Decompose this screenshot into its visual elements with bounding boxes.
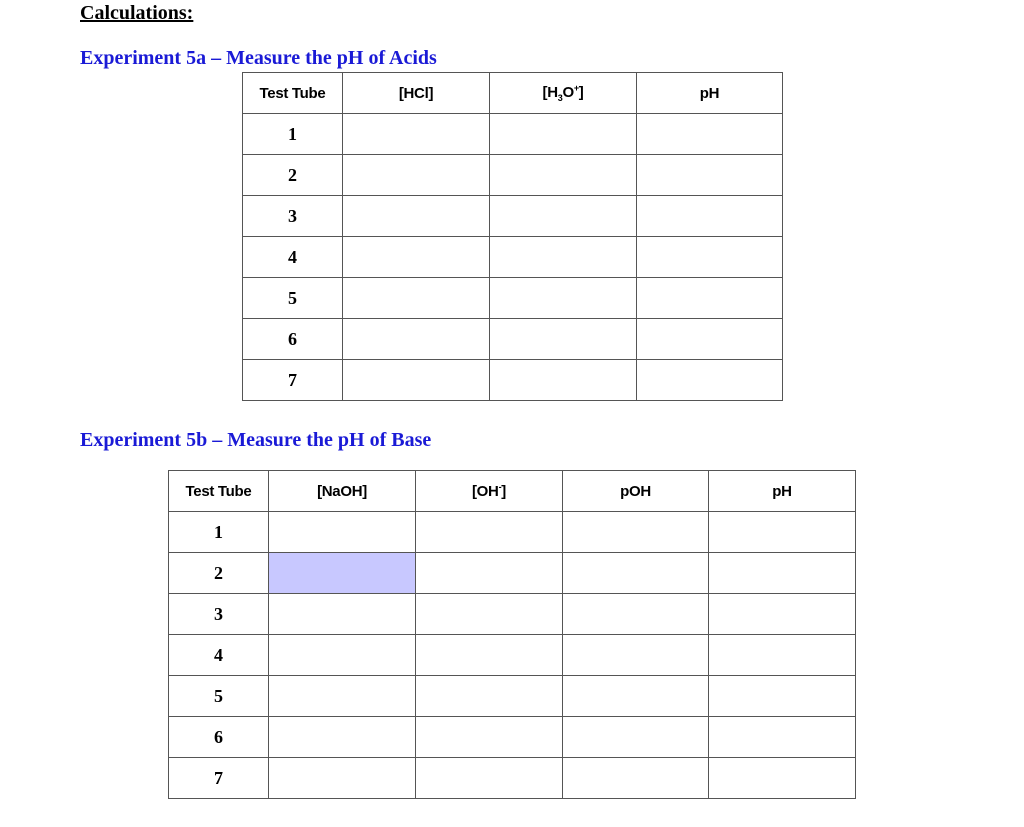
- header-ph: pH: [709, 471, 856, 512]
- header-hcl: [HCl]: [343, 73, 490, 114]
- cell-ph[interactable]: [637, 237, 783, 278]
- page-heading: Calculations:: [80, 2, 194, 24]
- cell-naoh[interactable]: [269, 717, 416, 758]
- table-row: [243, 237, 783, 278]
- cell-poh[interactable]: [563, 512, 709, 553]
- tube-number: 1: [243, 114, 343, 155]
- cell-ph[interactable]: [709, 512, 856, 553]
- table-row: [169, 553, 856, 594]
- cell-oh[interactable]: [416, 553, 563, 594]
- cell-hcl[interactable]: [343, 319, 490, 360]
- cell-naoh[interactable]: [269, 594, 416, 635]
- cell-ph[interactable]: [709, 717, 856, 758]
- cell-oh[interactable]: [416, 717, 563, 758]
- tube-number: 1: [169, 512, 269, 553]
- cell-ph[interactable]: [709, 758, 856, 799]
- cell-ph[interactable]: [709, 553, 856, 594]
- cell-naoh[interactable]: [269, 512, 416, 553]
- header-test-tube: Test Tube: [169, 471, 269, 512]
- tube-number: 3: [169, 594, 269, 635]
- cell-oh[interactable]: [416, 676, 563, 717]
- cell-ph[interactable]: [637, 360, 783, 401]
- header-h3o: $[H_3O^+]$: [490, 73, 637, 114]
- cell-naoh[interactable]: [269, 635, 416, 676]
- tube-number: 5: [243, 278, 343, 319]
- table-header-row: [169, 471, 856, 512]
- cell-ph[interactable]: [637, 114, 783, 155]
- tube-number: 4: [243, 237, 343, 278]
- cell-oh[interactable]: [416, 635, 563, 676]
- cell-oh[interactable]: [416, 758, 563, 799]
- cell-hcl[interactable]: [343, 237, 490, 278]
- cell-naoh-selected[interactable]: [269, 553, 416, 594]
- cell-hcl[interactable]: [343, 278, 490, 319]
- cell-h3o[interactable]: [490, 155, 637, 196]
- cell-poh[interactable]: [563, 717, 709, 758]
- cell-ph[interactable]: [709, 676, 856, 717]
- header-ph: pH: [637, 73, 783, 114]
- cell-hcl[interactable]: [343, 360, 490, 401]
- table-row: [243, 360, 783, 401]
- cell-oh[interactable]: [416, 512, 563, 553]
- cell-poh[interactable]: [563, 553, 709, 594]
- header-test-tube: Test Tube: [243, 73, 343, 114]
- table-row: [243, 319, 783, 360]
- cell-h3o[interactable]: [490, 319, 637, 360]
- cell-naoh[interactable]: [269, 676, 416, 717]
- cell-h3o[interactable]: [490, 114, 637, 155]
- experiment-5a-table: [242, 72, 783, 401]
- table-row: [169, 635, 856, 676]
- experiment-5b-table: [168, 470, 856, 799]
- table-row: [243, 196, 783, 237]
- cell-poh[interactable]: [563, 635, 709, 676]
- cell-poh[interactable]: [563, 676, 709, 717]
- tube-number: 2: [169, 553, 269, 594]
- header-poh: pOH: [563, 471, 709, 512]
- table-row: [169, 676, 856, 717]
- cell-hcl[interactable]: [343, 114, 490, 155]
- tube-number: 2: [243, 155, 343, 196]
- cell-hcl[interactable]: [343, 196, 490, 237]
- tube-number: 3: [243, 196, 343, 237]
- table-row: [243, 114, 783, 155]
- cell-h3o[interactable]: [490, 237, 637, 278]
- table-row: [169, 758, 856, 799]
- cell-ph[interactable]: [637, 319, 783, 360]
- cell-ph[interactable]: [637, 196, 783, 237]
- cell-ph[interactable]: [637, 278, 783, 319]
- cell-ph[interactable]: [709, 594, 856, 635]
- cell-h3o[interactable]: [490, 360, 637, 401]
- tube-number: 7: [243, 360, 343, 401]
- tube-number: 7: [169, 758, 269, 799]
- tube-number: 5: [169, 676, 269, 717]
- experiment-5a-title: Experiment 5a – Measure the pH of Acids: [80, 47, 437, 69]
- cell-ph[interactable]: [637, 155, 783, 196]
- table-header-row: [243, 73, 783, 114]
- table-row: [169, 594, 856, 635]
- cell-naoh[interactable]: [269, 758, 416, 799]
- cell-hcl[interactable]: [343, 155, 490, 196]
- cell-ph[interactable]: [709, 635, 856, 676]
- table-row: [169, 512, 856, 553]
- experiment-5b-title: Experiment 5b – Measure the pH of Base: [80, 429, 432, 451]
- header-oh: [OH-]: [416, 471, 563, 512]
- table-row: [243, 278, 783, 319]
- table-row: [243, 155, 783, 196]
- tube-number: 6: [243, 319, 343, 360]
- cell-h3o[interactable]: [490, 196, 637, 237]
- cell-oh[interactable]: [416, 594, 563, 635]
- cell-poh[interactable]: [563, 594, 709, 635]
- cell-h3o[interactable]: [490, 278, 637, 319]
- header-naoh: [NaOH]: [269, 471, 416, 512]
- tube-number: 4: [169, 635, 269, 676]
- tube-number: 6: [169, 717, 269, 758]
- table-row: [169, 717, 856, 758]
- cell-poh[interactable]: [563, 758, 709, 799]
